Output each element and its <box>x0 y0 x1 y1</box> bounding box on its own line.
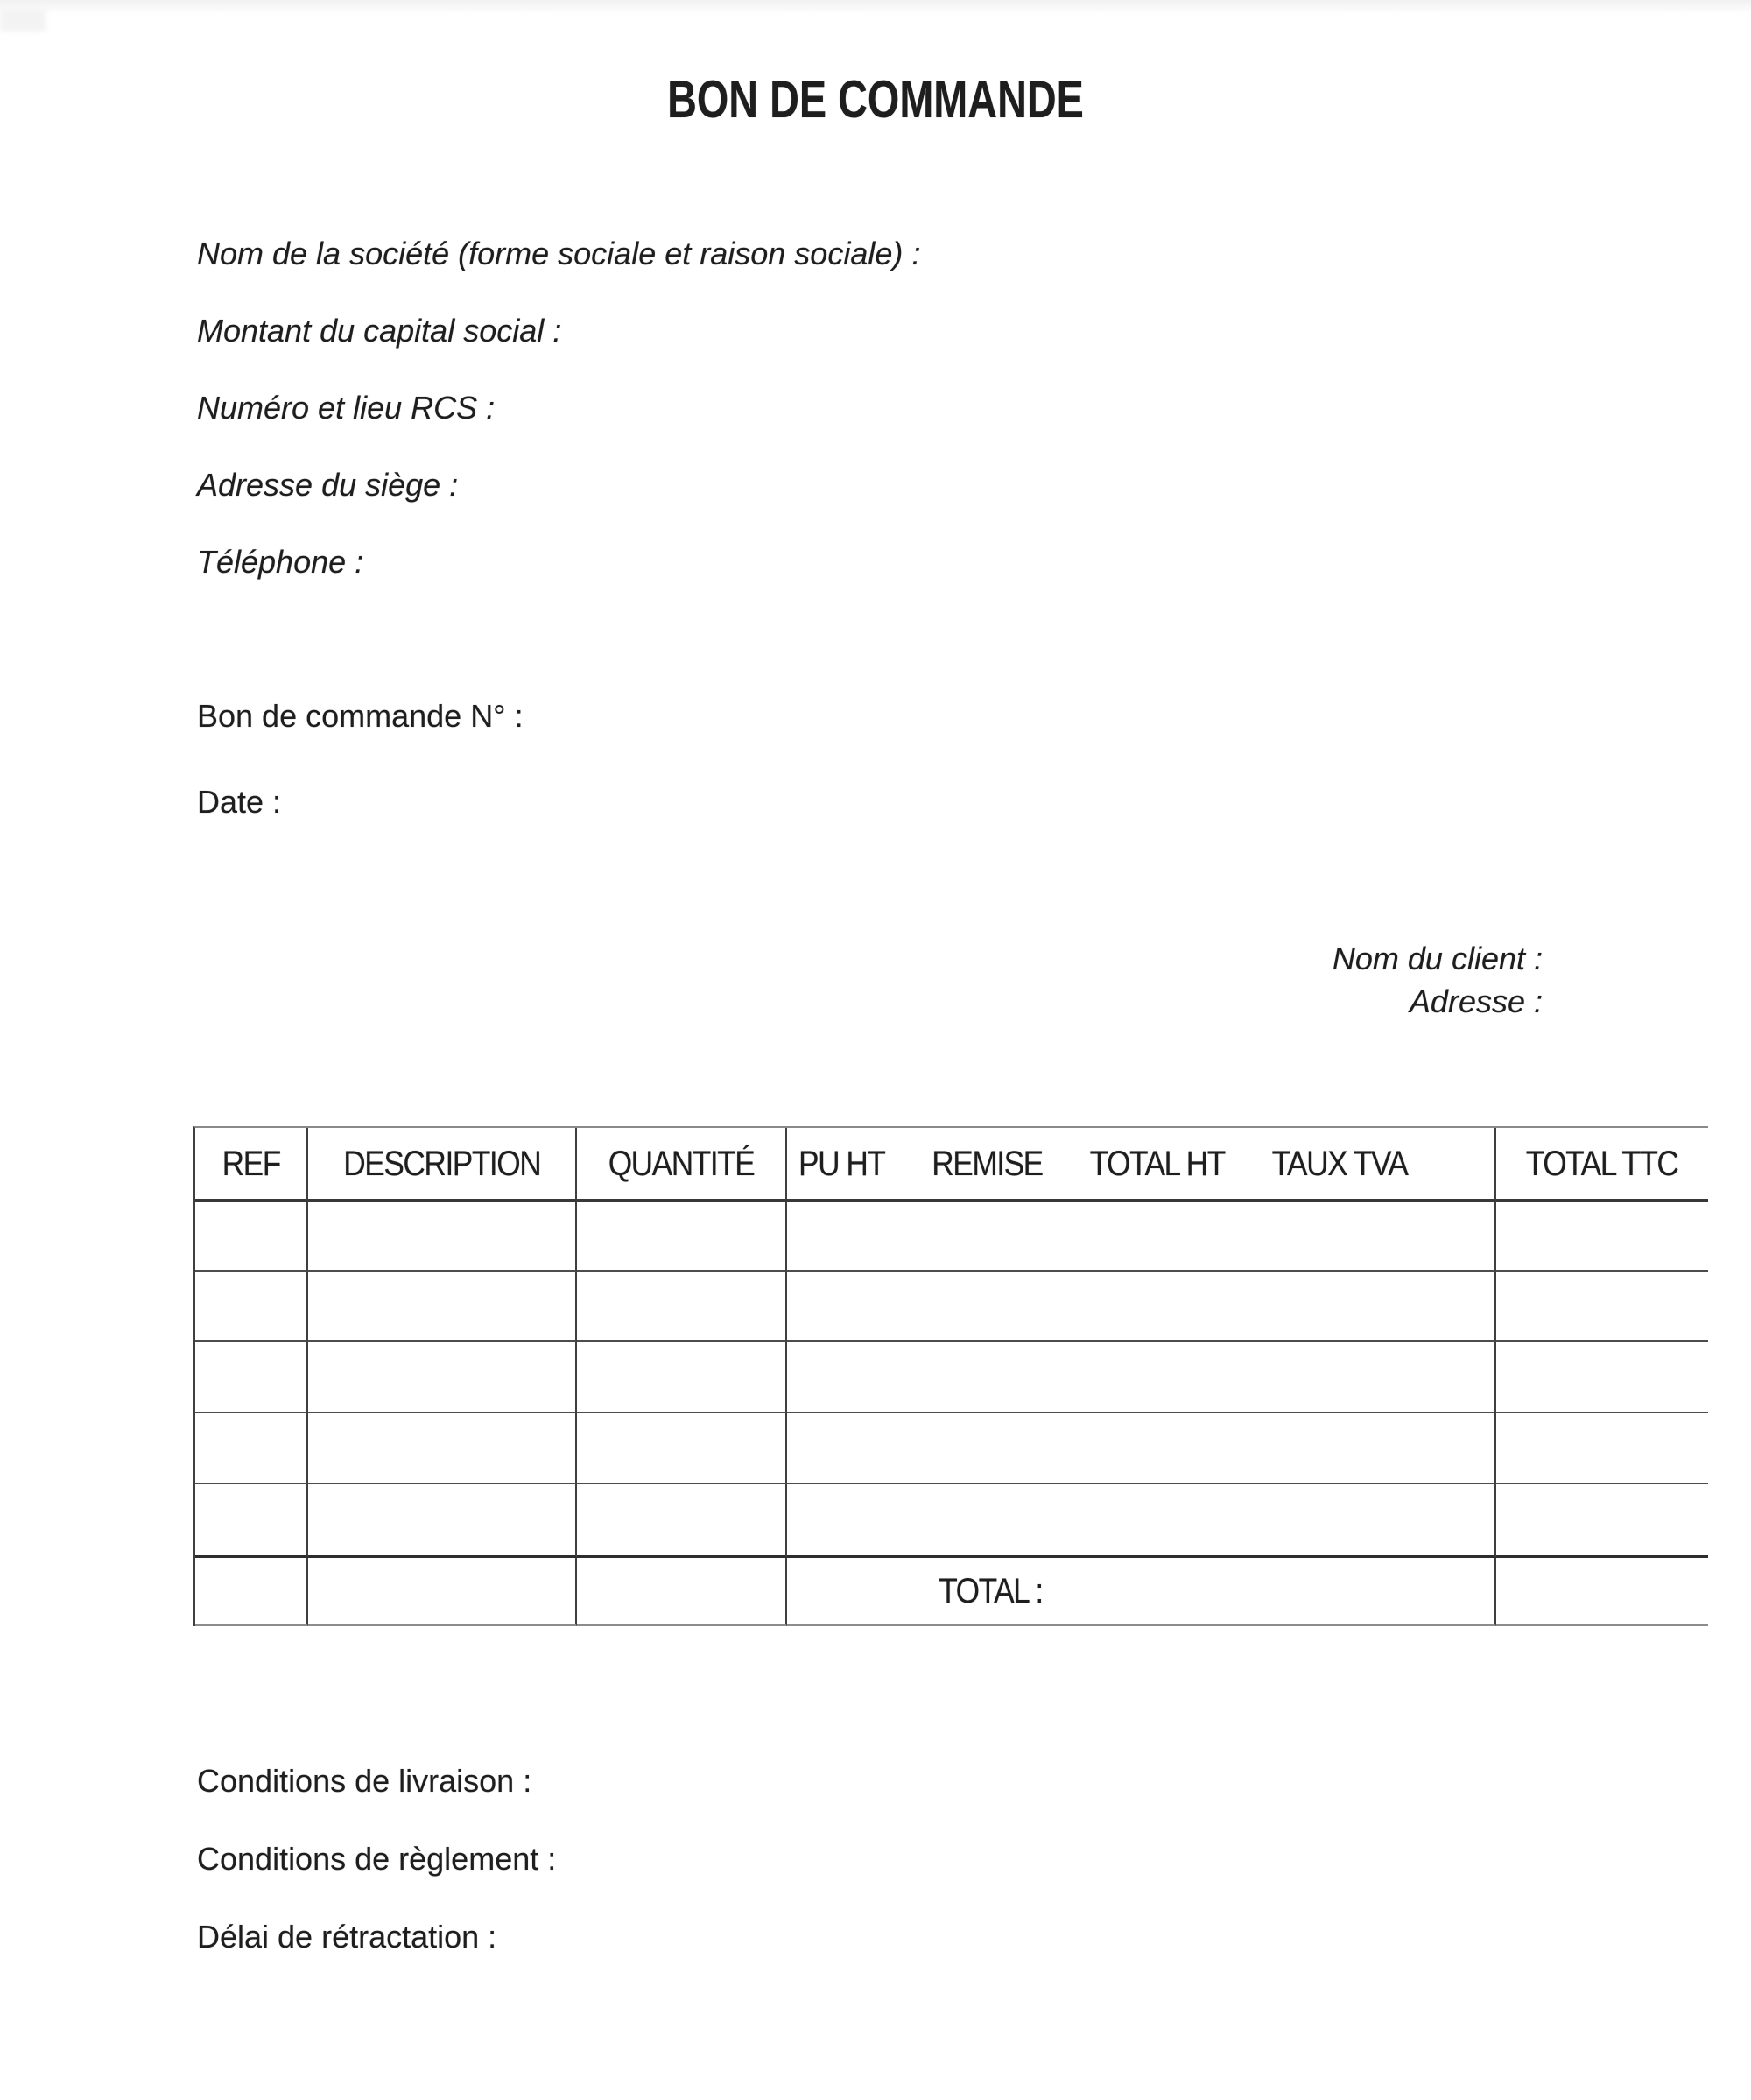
table-row-1-quantity-cell <box>577 1202 787 1272</box>
order-info-section <box>197 697 524 869</box>
table-row-1-amounts-cell <box>787 1202 1496 1272</box>
phone-label: Téléphone : <box>197 544 364 580</box>
table-row-2-total-ttc-cell <box>1496 1272 1708 1342</box>
company-info-section <box>197 235 920 620</box>
table-row-5-total-ttc-cell <box>1496 1484 1708 1558</box>
table-header-total-ttc <box>1496 1128 1708 1202</box>
order-items-table <box>193 1126 1708 1626</box>
table-header-remise-label: REMISE <box>931 1143 1043 1183</box>
table-header-amounts-group <box>787 1128 1496 1202</box>
total-row-description-cell <box>308 1558 577 1626</box>
delivery-conditions-label: Conditions de livraison : <box>197 1763 532 1799</box>
table-row-1-total-ttc-cell <box>1496 1202 1708 1272</box>
withdrawal-period-label: Délai de rétractation : <box>197 1919 497 1955</box>
table-header-quantity-label: QUANTITÉ <box>608 1143 755 1183</box>
client-address-label: Adresse : <box>1409 983 1543 1019</box>
table-header-description <box>308 1128 577 1202</box>
rcs-label: Numéro et lieu RCS : <box>197 390 496 426</box>
payment-conditions-label: Conditions de règlement : <box>197 1841 557 1877</box>
table-row-4-amounts-cell <box>787 1413 1496 1484</box>
total-label: TOTAL : <box>939 1570 1043 1610</box>
table-header-description-label: DESCRIPTION <box>343 1143 540 1183</box>
table-row-1-description-cell <box>308 1202 577 1272</box>
table-row-2-amounts-cell <box>787 1272 1496 1342</box>
scan-corner-smudge <box>0 9 46 32</box>
table-header-taux-tva-label: TAUX TVA <box>1271 1143 1408 1183</box>
table-row-5-ref-cell <box>195 1484 308 1558</box>
table-header-total-ttc-label: TOTAL TTC <box>1526 1143 1678 1183</box>
order-date-label: Date : <box>197 784 282 820</box>
table-row-4-ref-cell <box>195 1413 308 1484</box>
table-row-2-quantity-cell <box>577 1272 787 1342</box>
table-row-3-description-cell <box>308 1342 577 1413</box>
table-header-ref-label: REF <box>222 1143 280 1183</box>
table-row-3-quantity-cell <box>577 1342 787 1413</box>
table-row-4-quantity-cell <box>577 1413 787 1484</box>
table-row-5-quantity-cell <box>577 1484 787 1558</box>
table-header-ref <box>195 1128 308 1202</box>
head-office-address-label: Adresse du siège : <box>197 467 459 503</box>
total-row-quantity-cell <box>577 1558 787 1626</box>
scan-top-edge <box>0 0 1751 14</box>
capital-label: Montant du capital social : <box>197 313 562 349</box>
order-number-label: Bon de commande N° : <box>197 698 524 734</box>
total-row-label-cell <box>787 1558 1496 1626</box>
company-name-label: Nom de la société (forme sociale et raison sociale) : <box>197 236 921 271</box>
conditions-section <box>197 1762 556 1996</box>
table-row-5-amounts-cell <box>787 1484 1496 1558</box>
table-header-total-ht-label: TOTAL HT <box>1089 1143 1225 1183</box>
table-header-quantity <box>577 1128 787 1202</box>
table-row-2-description-cell <box>308 1272 577 1342</box>
total-row-total-ttc-cell <box>1496 1558 1708 1626</box>
table-row-3-amounts-cell <box>787 1342 1496 1413</box>
page-title <box>0 70 1751 130</box>
table-row-1-ref-cell <box>195 1202 308 1272</box>
total-row-ref-cell <box>195 1558 308 1626</box>
table-row-3-ref-cell <box>195 1342 308 1413</box>
client-name-label: Nom du client : <box>1332 941 1543 976</box>
client-info-section <box>1333 937 1543 1023</box>
table-row-3-total-ttc-cell <box>1496 1342 1708 1413</box>
table-header-pu-ht-label: PU HT <box>798 1143 885 1183</box>
page-title-text: BON DE COMMANDE <box>667 70 1084 130</box>
table-row-4-description-cell <box>308 1413 577 1484</box>
table-row-4-total-ttc-cell <box>1496 1413 1708 1484</box>
table-row-5-description-cell <box>308 1484 577 1558</box>
table-row-2-ref-cell <box>195 1272 308 1342</box>
